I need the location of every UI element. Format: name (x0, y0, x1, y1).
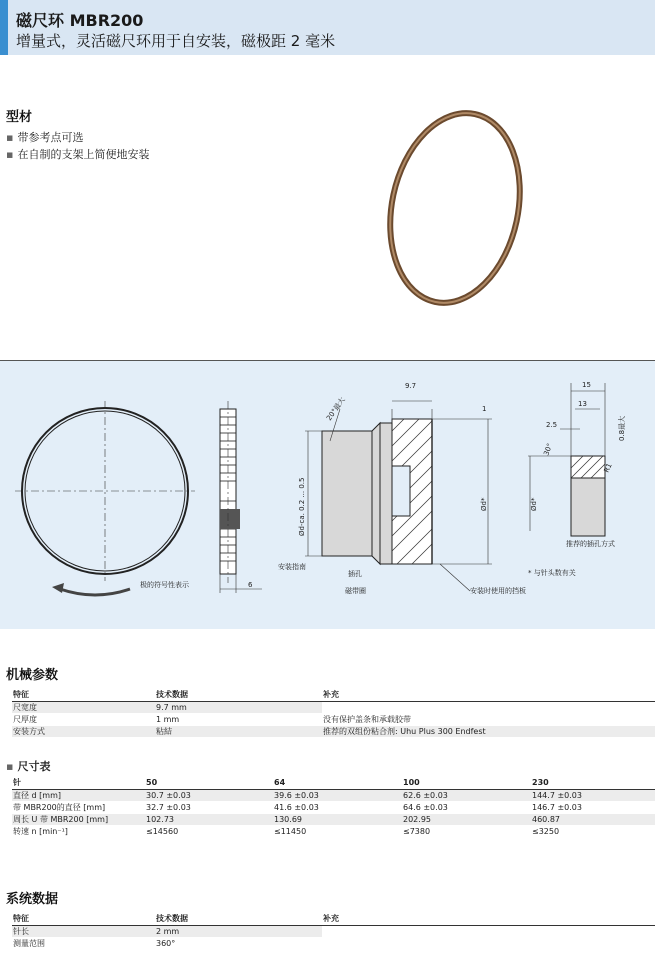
section-view (305, 401, 492, 591)
column-header: 特征 (12, 688, 155, 702)
d-star2-label: Ød* (530, 497, 538, 511)
stop-edge-label: 安装时使用的挡板 (470, 587, 526, 595)
dim-2-5-label: 2.5 (546, 421, 558, 429)
ring-side-view (220, 401, 262, 593)
header-banner (0, 0, 655, 55)
r1-label: R1 (602, 462, 614, 474)
table-row: 安装方式 粘結 推荐的双组份粘合剂: Uhu Plus 300 Endfest (12, 726, 655, 738)
dim-13-label: 13 (578, 400, 587, 408)
dim-0-8-label: 0.8最大 (618, 415, 626, 441)
column-header: 技术数据 (155, 688, 322, 702)
detail-view (528, 383, 605, 536)
dim-9-7-label: 9.7 (405, 382, 417, 390)
system-table (12, 912, 655, 950)
table-header-row (12, 688, 655, 702)
table-header-row: 针 50 64 100 230 (12, 776, 655, 790)
d-star-label: Ød* (480, 497, 488, 511)
page-title: 磁尺环 MBR200 (16, 11, 144, 30)
table-row: 直径 d [mm] 30.7 ±0.03 39.6 ±0.03 62.6 ±0.03 144.7 ±0.03 (12, 790, 655, 802)
dimensions-heading: ▪ 尺寸表 (6, 760, 51, 773)
note-label: * 与针头数有关 (528, 569, 576, 577)
dim-15-label: 15 (582, 381, 591, 389)
profile-bullet: ▪ 带参考点可选 (6, 131, 84, 144)
mechanical-table (12, 688, 655, 738)
dimensions-table (12, 776, 655, 838)
pin-hole-label: 插孔 (348, 570, 362, 578)
install-guide-label: 安装指南 (278, 563, 306, 571)
pole-marker-label: 极的符号性表示 (140, 581, 189, 589)
angle-20-label: 20°最大 (325, 395, 347, 423)
page-subtitle: 增量式，灵活磁尺环用于自安装，磁极距 2 毫米 (16, 32, 336, 50)
ring-product-image (380, 108, 530, 308)
profile-bullet: ▪ 在自制的支架上简便地安装 (6, 148, 150, 161)
table-header-row: 特征 技术数据 补充 (12, 912, 655, 926)
table-row: 带 MBR200的直径 [mm] 32.7 ±0.03 41.6 ±0.03 64.6 ±0.03 146.7 ±0.03 (12, 802, 655, 814)
mechanical-heading: 机械参数 (6, 668, 59, 683)
profile-heading: 型材 (6, 110, 33, 125)
table-row: 针长 2 mm (12, 926, 655, 938)
dim-1-label: 1 (482, 405, 487, 413)
table-row: 尺厚度 1 mm 没有保护盖条和承载胶带 (12, 714, 655, 726)
angle-30-label: 30° (542, 442, 555, 457)
chamfer-label: 推荐的插孔方式 (566, 540, 615, 548)
technical-drawing (0, 360, 655, 629)
table-row: 周长 U 带 MBR200 [mm] 102.73 130.69 202.95 460.87 (12, 814, 655, 826)
ring-front-view (15, 401, 195, 581)
table-row: 测量范围 360° (12, 938, 655, 950)
table-row: 转速 n [min⁻¹] ≤14560 ≤11450 ≤7380 ≤3250 (12, 826, 655, 838)
table-row: 尺宽度 9.7 mm (12, 702, 655, 714)
dim-6-label: 6 (248, 581, 253, 589)
column-header: 补充 (322, 688, 655, 702)
tape-label: 磁带圈 (345, 587, 366, 595)
d-range-label: Ød-ca. 0.2 ... 0.5 (298, 477, 306, 536)
system-heading: 系统数据 (6, 892, 59, 907)
